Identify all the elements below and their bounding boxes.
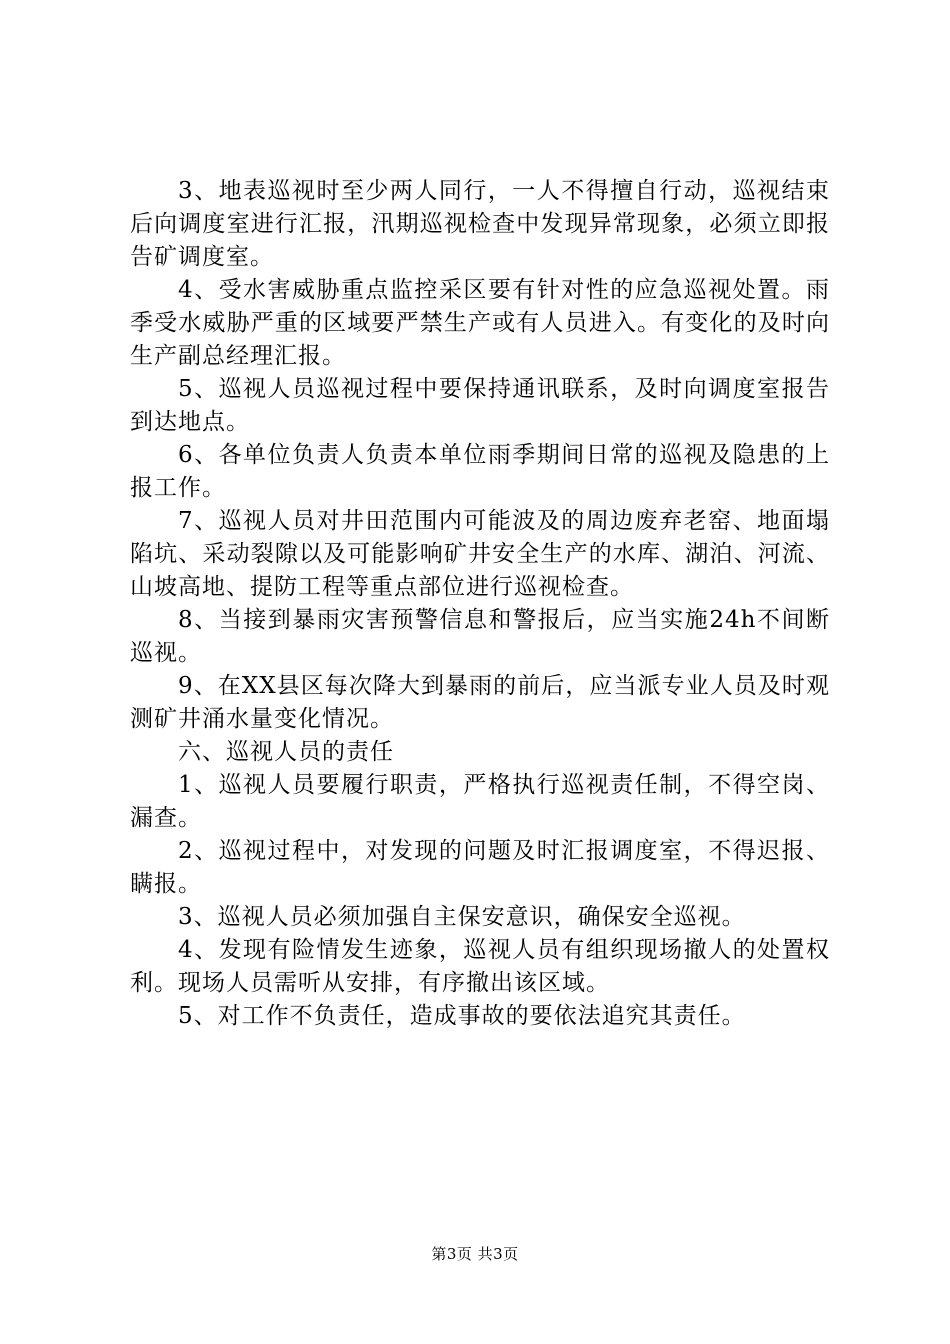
paragraph-item-5: 5、巡视人员巡视过程中要保持通讯联系，及时向调度室报告到达地点。: [130, 376, 830, 435]
section-heading-responsibilities: 六、巡视人员的责任: [178, 739, 394, 765]
paragraph-item-4: 4、受水害威胁重点监控采区要有针对性的应急巡视处置。雨季受水威胁严重的区域要严禁生产或有人员进入。有变化的及时向生产副总经理汇报。: [130, 277, 830, 369]
responsibility-item-4: 4、发现有险情发生迹象，巡视人员有组织现场撤人的处置权利。现场人员需听从安排，有序撤出该区域。: [130, 937, 830, 996]
responsibility-item-5: 5、对工作不负责任，造成事故的要依法追究其责任。: [178, 1003, 746, 1029]
page-footer: 第3页 共3页: [431, 1245, 519, 1263]
responsibility-item-2: 2、巡视过程中，对发现的问题及时汇报调度室，不得迟报、瞒报。: [130, 838, 830, 897]
responsibility-item-3: 3、巡视人员必须加强自主保安意识，确保安全巡视。: [178, 904, 746, 930]
paragraph-item-7: 7、巡视人员对井田范围内可能波及的周边废弃老窑、地面塌陷坑、采动裂隙以及可能影响矿井安全生产的水库、湖泊、河流、山坡高地、提防工程等重点部位进行巡视检查。: [130, 508, 830, 600]
document-body: [130, 175, 830, 1033]
paragraph-item-3: 3、地表巡视时至少两人同行，一人不得擅自行动，巡视结束后向调度室进行汇报，汛期巡视检查中发现异常现象，必须立即报告矿调度室。: [130, 178, 830, 270]
responsibility-item-1: 1、巡视人员要履行职责，严格执行巡视责任制，不得空岗、漏查。: [130, 772, 830, 831]
paragraph-item-6: 6、各单位负责人负责本单位雨季期间日常的巡视及隐患的上报工作。: [130, 442, 830, 501]
paragraph-item-9: 9、在XX县区每次降大到暴雨的前后，应当派专业人员及时观测矿井涌水量变化情况。: [130, 673, 830, 732]
paragraph-item-8: 8、当接到暴雨灾害预警信息和警报后，应当实施24h不间断巡视。: [130, 607, 830, 666]
